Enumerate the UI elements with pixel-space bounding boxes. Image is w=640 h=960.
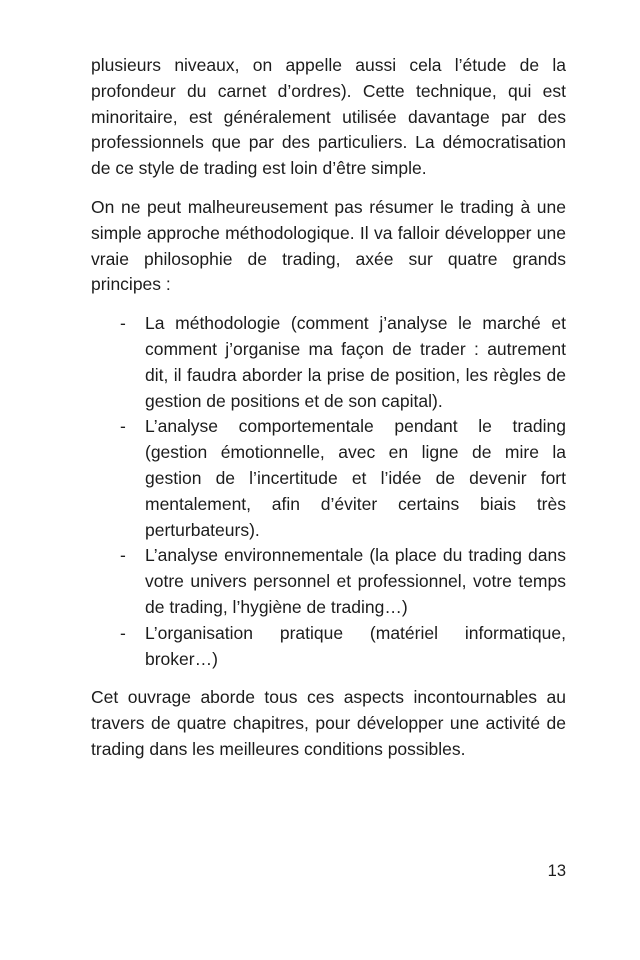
list-item-methodology: [91, 311, 566, 414]
principles-list: [91, 311, 566, 672]
list-item-environmental-analysis: [91, 543, 566, 620]
paragraph-order-book-depth: plusieurs niveaux, on appelle aussi cela l’étude de la profondeur du carnet d’ordres). Cette technique, qui est minoritaire, est généralement utilisée davantage par des professionnels que par des particuliers. La démocratisation de ce style de trading est loin d’être simple.: [91, 55, 566, 179]
list-item-text: L’analyse comportementale pendant le trading (gestion émotionnelle, avec en ligne de mire la gestion de l’incertitude et l’idée de devenir fort mentalement, afin d’éviter certains biais très perturbateurs).: [145, 416, 566, 540]
list-item-text: La méthodologie (comment j’analyse le marché et comment j’organise ma façon de trader : autrement dit, il faudra aborder la prise de position, les règles de gestion de positions et de son capital).: [145, 313, 566, 411]
paragraph-book-overview: Cet ouvrage aborde tous ces aspects incontournables au travers de quatre chapitres, pour développer une activité de trading dans les meilleures conditions possibles.: [91, 687, 566, 759]
paragraph-trading-philosophy-intro: On ne peut malheureusement pas résumer le trading à une simple approche méthodologique. Il va falloir développer une vraie philosophie de trading, axée sur quatre grands principes :: [91, 196, 566, 295]
dash-bullet-icon: -: [120, 622, 126, 643]
list-item-text: L’organisation pratique (matériel informatique, broker…): [145, 622, 566, 669]
page-number: 13: [547, 862, 566, 880]
list-item-text: L’analyse environnementale (la place du trading dans votre univers personnel et professionnel, votre temps de trading, l’hygiène de trading…): [145, 545, 566, 617]
dash-bullet-icon: -: [120, 313, 126, 334]
dash-bullet-icon: -: [120, 545, 126, 566]
list-item-practical-organisation: [91, 621, 566, 673]
dash-bullet-icon: -: [120, 416, 126, 437]
list-item-behavioral-analysis: [91, 414, 566, 543]
page-text-block: [91, 53, 566, 776]
